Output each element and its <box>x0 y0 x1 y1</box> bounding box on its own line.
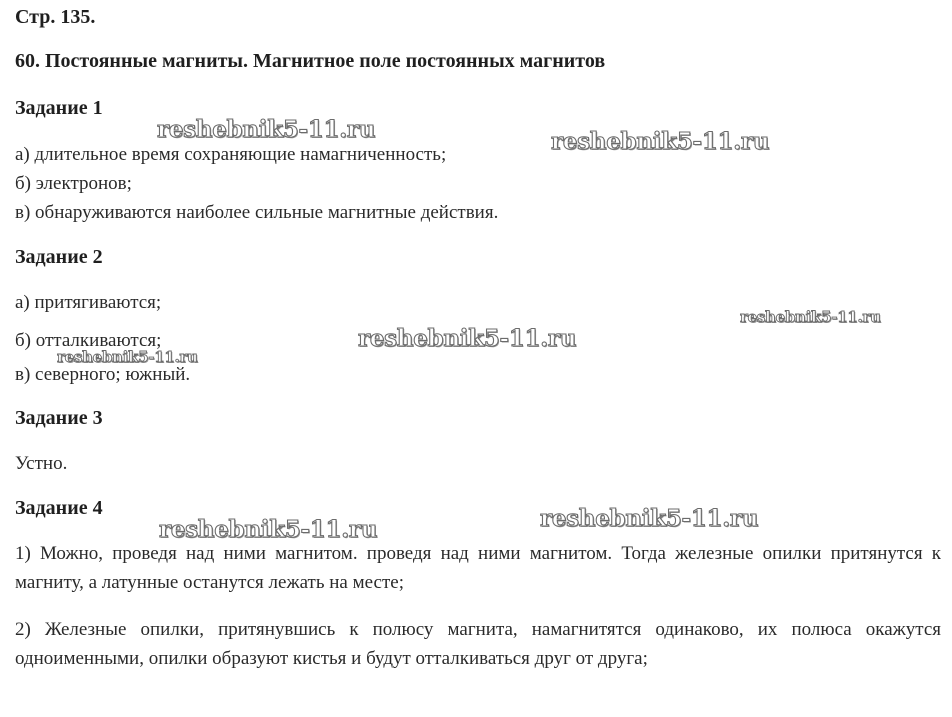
page-label: Стр. 135. <box>15 6 96 28</box>
task-1-answer-c: в) обнаруживаются наиболее сильные магнитные действия. <box>15 202 499 223</box>
watermark: reshebnik5-11.ru <box>159 516 378 543</box>
watermark: reshebnik5-11.ru <box>358 325 577 352</box>
page-title: 60. Постоянные магниты. Магнитное поле постоянных магнитов <box>15 50 606 72</box>
task-3-heading: Задание 3 <box>15 407 103 429</box>
watermark: reshebnik5-11.ru <box>740 308 881 326</box>
task-1-answer-a: а) длительное время сохраняющие намагниченность; <box>15 144 447 165</box>
task-2-heading: Задание 2 <box>15 246 103 268</box>
watermark: reshebnik5-11.ru <box>157 116 376 143</box>
task-2-answer-a: а) притягиваются; <box>15 292 162 313</box>
task-4-answer-2: 2) Железные опилки, притянувшись к полюсу магнита, намагнитятся одинаково, их полюса окажутся одноименными, опилки образуют кистья и будут отталкиваться друг от друга; <box>15 619 941 669</box>
task-1-answer-b: б) электронов; <box>15 173 132 194</box>
watermark: reshebnik5-11.ru <box>57 348 198 366</box>
task-2-answer-b: б) отталкиваются; <box>15 330 162 351</box>
task-1-heading: Задание 1 <box>15 97 103 119</box>
task-2-answer-c: в) северного; южный. <box>15 364 191 385</box>
watermark: reshebnik5-11.ru <box>551 128 770 155</box>
task-4-heading: Задание 4 <box>15 497 103 519</box>
watermark: reshebnik5-11.ru <box>540 505 759 532</box>
task-4-answer-1: 1) Можно, проведя над ними магнитом. проведя над ними магнитом. Тогда железные опилки притянутся к магниту, а латунные останутся лежать на месте; <box>15 543 941 593</box>
task-3-answer: Устно. <box>15 453 68 474</box>
